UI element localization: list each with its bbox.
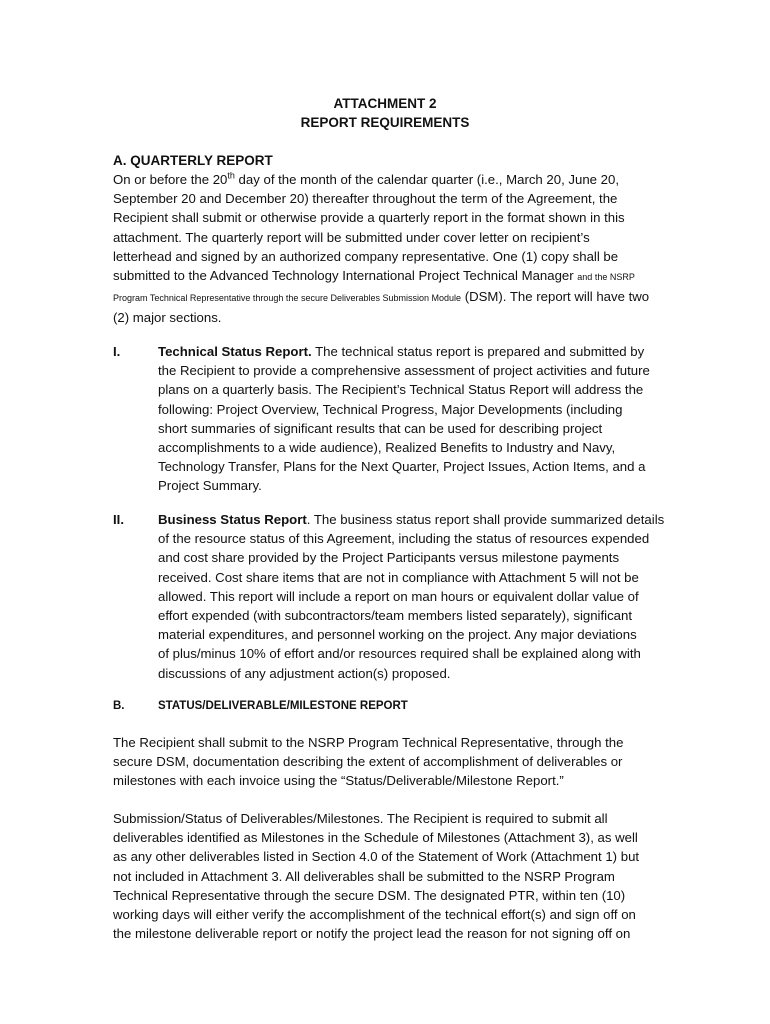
paragraph-line: discussions of any adjustment action(s) proposed. — [158, 665, 451, 681]
paragraph-line: On or before the 20th day of the month of the calendar quarter (i.e., March 20, June 20, — [113, 170, 620, 187]
paragraph-line: letterhead and signed by an authorized company representative. One (1) copy shall be — [113, 248, 619, 264]
paragraph-line: Program Technical Representative through the secure Deliverables Submission Module (DSM). The report will have two — [113, 289, 650, 305]
item-i-number: I. — [113, 344, 121, 359]
paragraph-line: September 20 and December 20) thereafter throughout the term of the Agreement, the — [113, 191, 618, 207]
paragraph-line: deliverables identified as Milestones in the Schedule of Milestones (Attachment 3), as well — [113, 830, 638, 846]
paragraph-line: Submission/Status of Deliverables/Milestones. The Recipient is required to submit all — [113, 811, 608, 826]
paragraph-line: the Recipient to provide a comprehensive assessment of project activities and future — [158, 363, 650, 379]
paragraph-line: plans on a quarterly basis. The Recipient’s Technical Status Report will address the — [158, 382, 644, 398]
paragraph-line: of plus/minus 10% of effort and/or resources required shall be explained along with — [158, 646, 641, 662]
paragraph-line: of the resource status of this Agreement, including the status of resources expended — [158, 531, 650, 547]
document-title: ATTACHMENT 2 — [333, 96, 437, 111]
paragraph-line: Technology Transfer, Plans for the Next Quarter, Project Issues, Action Items, and a — [158, 459, 646, 475]
paragraph-line: Technical Status Report. The technical status report is prepared and submitted by — [158, 344, 645, 359]
section-b-paragraph-1 — [113, 733, 673, 791]
paragraph-line: attachment. The quarterly report will be submitted under cover letter on recipient’s — [113, 229, 590, 245]
section-a-heading: A. QUARTERLY REPORT — [113, 153, 273, 168]
item-ii-text — [158, 510, 678, 683]
paragraph-line: milestones with each invoice using the “Status/Deliverable/Milestone Report.” — [113, 773, 564, 789]
paragraph-line: as any other deliverables listed in Section 4.0 of the Statement of Work (Attachment 1) but — [113, 849, 640, 865]
paragraph-line: the milestone deliverable report or notify the project lead the reason for not signing off on — [113, 926, 631, 942]
section-b-letter: B. — [113, 700, 125, 712]
paragraph-line: received. Cost share items that are not in compliance with Attachment 5 will not be — [158, 569, 639, 585]
paragraph-line: secure DSM, documentation describing the extent of accomplishment of deliverables or — [113, 754, 623, 770]
item-ii-title: Business Status Report — [158, 512, 307, 527]
paragraph-line: material expenditures, and personnel working on the project. Any major deviations — [158, 627, 637, 643]
paragraph-line: Recipient shall submit or otherwise provide a quarterly report in the format shown in this — [113, 210, 625, 226]
item-ii-number: II. — [113, 512, 124, 527]
paragraph-line: short summaries of significant results that can be used for describing project — [158, 420, 603, 436]
paragraph-line: Business Status Report. The business status report shall provide summarized details — [158, 512, 665, 527]
section-b-paragraph-2 — [113, 809, 673, 943]
paragraph-line: submitted to the Advanced Technology International Project Technical Manager and the NSRP — [113, 268, 635, 284]
paragraph-line: accomplishments to a wide audience), Realized Benefits to Industry and Navy, — [158, 440, 616, 456]
item-i-text — [158, 342, 678, 496]
item-i-title: Technical Status Report. — [158, 344, 312, 359]
paragraph-line: effort expended (with subcontractors/team members listed separately), significant — [158, 608, 632, 624]
paragraph-line: Project Summary. — [158, 478, 262, 494]
paragraph-line: allowed. This report will include a report on man hours or equivalent dollar value of — [158, 588, 639, 604]
paragraph-line: and cost share provided by the Project Participants versus milestone payments — [158, 550, 620, 566]
section-a-paragraph — [113, 170, 673, 328]
paragraph-line: working days will either verify the accomplishment of the technical effort(s) and sign off on — [113, 907, 636, 923]
paragraph-line: not included in Attachment 3. All deliverables shall be submitted to the NSRP Program — [113, 868, 615, 884]
paragraph-line: following: Project Overview, Technical Progress, Major Developments (including — [158, 401, 623, 417]
document-subtitle: REPORT REQUIREMENTS — [300, 115, 470, 130]
section-b-heading: STATUS/DELIVERABLE/MILESTONE REPORT — [158, 700, 408, 712]
paragraph-line: (2) major sections. — [113, 310, 222, 326]
paragraph-line: Technical Representative through the secure DSM. The designated PTR, within ten (10) — [113, 887, 626, 903]
paragraph-line: The Recipient shall submit to the NSRP Program Technical Representative, through the — [113, 735, 624, 750]
